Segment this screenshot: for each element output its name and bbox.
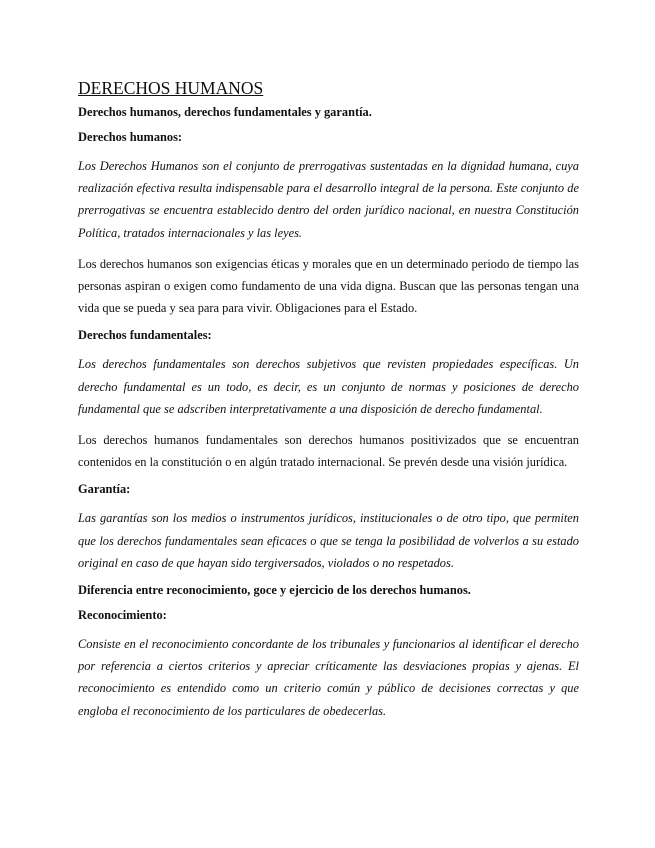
explanation-derechos-humanos: Los derechos humanos son exigencias éticas y morales que en un determinado periodo de tiempo las personas aspiran o exigen como fundamento de una vida digna. Buscan que las personas tengan una vida que se pueda y sea para para vivir. Obligaciones para el Estado. xyxy=(78,256,579,316)
document-title: DERECHOS HUMANOS xyxy=(78,78,264,98)
heading-diferencia: Diferencia entre reconocimiento, goce y ejercicio de los derechos humanos. xyxy=(78,583,471,598)
heading-derechos-humanos: Derechos humanos: xyxy=(78,130,183,144)
document-subtitle: Derechos humanos, derechos fundamentales y garantía. xyxy=(78,105,372,119)
heading-garantia: Garantía: xyxy=(78,482,131,497)
document-body xyxy=(78,78,579,731)
explanation-derechos-fundamentales: Los derechos humanos fundamentales son derechos humanos positivizados que se encuentran contenidos en la constitución o en algún tratado internacional. Se prevén desde una visión jurídica. xyxy=(78,433,579,470)
heading-derechos-fundamentales: Derechos fundamentales: xyxy=(78,328,212,343)
definition-garantia: Las garantías son los medios o instrumentos jurídicos, institucionales o de otro tipo, que permiten que los derechos fundamentales sean eficaces o que se tenga la posibilidad de volverlos a su estado original en caso de que hayan sido tergiversados, violados o no respetados. xyxy=(78,511,579,570)
heading-reconocimiento: Reconocimiento: xyxy=(78,608,167,623)
definition-derechos-humanos: Los Derechos Humanos son el conjunto de prerrogativas sustentadas en la dignidad humana, cuya realización efectiva resulta indispensable para el desarrollo integral de la persona. Este conjunto de prerrogativas se encuentra establecido dentro del orden jurídico nacional, en nuestra Constitución Política, tratados internacionales y las leyes. xyxy=(78,159,579,240)
definition-derechos-fundamentales: Los derechos fundamentales son derechos subjetivos que revisten propiedades específicas. Un derecho fundamental es un todo, es decir, es un conjunto de normas y posiciones de derecho fundamental que se adscriben interpretativamente a una disposición de derecho fundamental. xyxy=(78,357,579,416)
definition-reconocimiento: Consiste en el reconocimiento concordante de los tribunales y funcionarios al identificar el derecho por referencia a ciertos criterios y apreciar críticamente las desviaciones propias y ajenas. El reconocimiento es entendido como un criterio común y público de decisiones correctas y que engloba el reconocimiento de los particulares de obedecerlas. xyxy=(78,637,579,718)
